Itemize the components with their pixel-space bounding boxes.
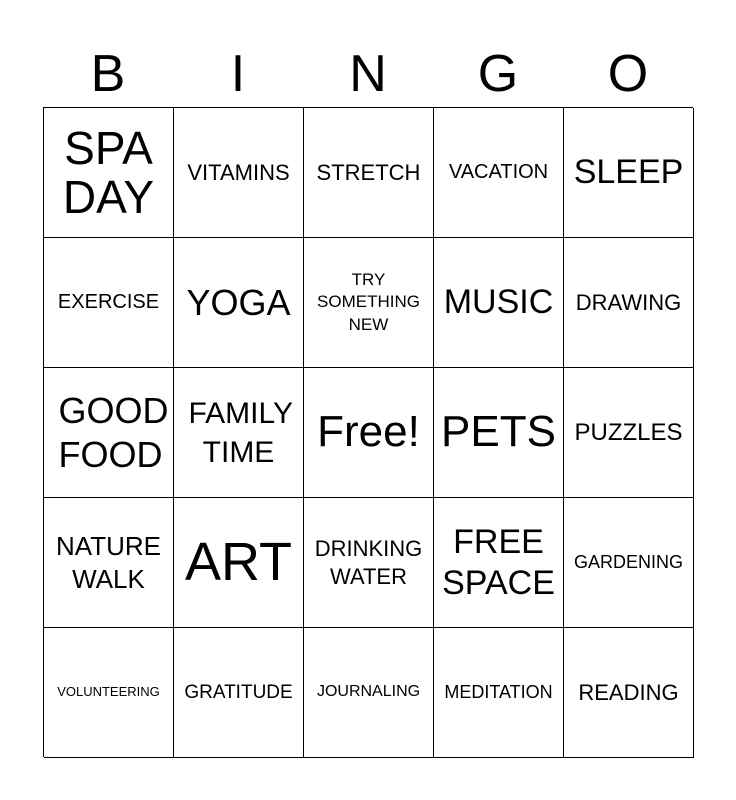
bingo-cell[interactable] [174,368,304,498]
bingo-cell[interactable] [174,108,304,238]
cell-label: STRETCH [316,159,421,185]
bingo-cell[interactable] [564,498,694,628]
cell-label: GARDENING [573,552,683,573]
bingo-cell[interactable] [304,368,434,498]
bingo-cell[interactable] [174,498,304,628]
bingo-cell[interactable] [304,108,434,238]
cell-label: VOLUNTEERING [57,684,160,700]
cell-label: Free! [317,407,420,457]
cell-label: FREE SPACE [442,522,555,602]
header-letter-o: O [607,45,649,103]
bingo-cell[interactable] [304,628,434,758]
bingo-cell[interactable] [564,628,694,758]
header-letter-i: I [230,45,246,103]
bingo-cell[interactable] [434,238,564,368]
cell-label: GRATITUDE [184,681,293,703]
cell-label: NATURE WALK [56,531,161,594]
bingo-cell[interactable] [434,108,564,238]
bingo-cell[interactable] [174,238,304,368]
cell-label: YOGA [186,281,291,323]
bingo-header [43,44,693,104]
cell-label: GOOD FOOD [58,390,169,475]
cell-label: FAMILY TIME [188,396,293,469]
bingo-cell[interactable] [174,628,304,758]
cell-label: VACATION [448,161,549,183]
bingo-cell[interactable] [434,368,564,498]
header-letter-g: G [477,45,519,103]
cell-label: DRINKING WATER [314,536,423,589]
cell-label: JOURNALING [316,683,421,701]
cell-label: READING [578,679,679,705]
cell-label: SPA DAY [62,122,155,223]
cell-label: TRY SOMETHING NEW [317,270,420,334]
bingo-cell[interactable] [564,368,694,498]
cell-label: PETS [441,407,556,457]
cell-label: EXERCISE [57,291,160,313]
cell-label: MEDITATION [444,682,553,703]
bingo-board [43,107,693,757]
bingo-cell[interactable] [304,238,434,368]
cell-label: ART [184,532,293,593]
bingo-cell[interactable] [434,628,564,758]
bingo-cell[interactable] [44,498,174,628]
bingo-cell[interactable] [564,238,694,368]
cell-label: MUSIC [443,282,554,321]
header-letter-b: B [90,45,126,103]
cell-label: SLEEP [573,152,684,191]
cell-label: PUZZLES [574,418,683,446]
bingo-cell[interactable] [44,108,174,238]
bingo-cell[interactable] [44,628,174,758]
bingo-cell[interactable] [304,498,434,628]
header-letter-n: N [349,45,387,103]
bingo-cell[interactable] [434,498,564,628]
bingo-cell[interactable] [44,368,174,498]
cell-label: DRAWING [575,289,682,315]
cell-label: VITAMINS [187,159,290,185]
bingo-cell[interactable] [44,238,174,368]
bingo-cell[interactable] [564,108,694,238]
